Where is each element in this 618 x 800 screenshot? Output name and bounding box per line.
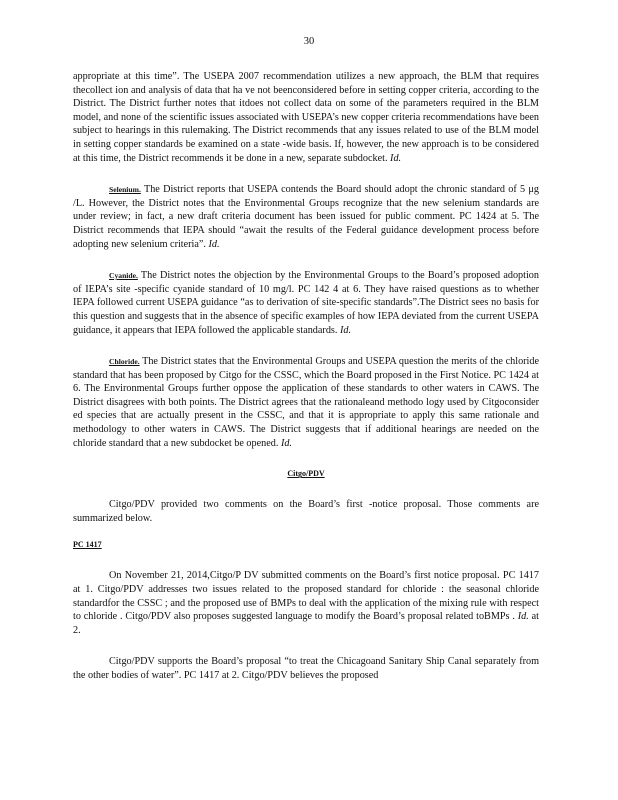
citation-page: at 2.	[73, 611, 540, 636]
citation: Id.	[390, 152, 402, 164]
paragraph-text: On November 21, 2014,Citgo/P DV submitted comments on the Board’s first notice proposal. PC 1417 at 1. Citgo/PDV addresses two issues related to the proposed standard for chloride : the seasonal chloride standardfor the CSSC ; and the proposed use of BMPs to deal with the application of the mixing rule with respect to chloride . Citgo/PDV also proposes suggested language to modify the Board’s proposal related toBMPs .	[73, 570, 539, 623]
citation: Id.	[339, 324, 352, 336]
paragraph-text: The District states that the Environmental Groups and USEPA question the merits of the chloride standard that has been proposed by Citgo for the CSSC, which the Board proposed in the First Notice. PC 1424 at 6. The Environmental Groups further oppose the application of these standards to other waters in CAWS. The District disagrees with both points. The District agrees that the rationaleand methodo logy used by Citgoconsider ed species that are actually present in the CSSC, and that it is appropriate to apply this same rationale and methodology to other waters in CAWS. The District suggests that if additional hearings are needed on the chloride standard that a new subdocket be opened.	[73, 356, 539, 449]
paragraph-pc1417-support: Citgo/PDV supports the Board’s proposal “to treat the Chicagoand Sanitary Ship Canal separately from the other bodies of water”. PC 1417 at 2. Citgo/PDV believes the proposed	[73, 656, 539, 681]
section-heading-citgo: Citgo/PDV	[287, 469, 325, 479]
citation: Id.	[517, 611, 529, 623]
paragraph-text: The District notes the objection by the Environmental Groups to the Board’s proposed adoption of IEPA’s site -specific cyanide standard of 10 mg/l. PC 142 4 at 6. They have raised questions as to whether IEPA followed current USEPA guidance “as to derivation of site-specific standards”.The District sees no basis for this question and suggests that in the absence of specific examples of how IEPA deviated from the current USEPA guidance, it appears that IEPA followed the applicable standards.	[73, 270, 539, 336]
chloride-heading: Chloride.	[109, 357, 140, 367]
paragraph-selenium	[73, 183, 539, 251]
citation: Id.	[280, 437, 292, 449]
citation: Id.	[208, 238, 220, 250]
paragraph-pc1417-summary	[73, 569, 539, 637]
selenium-heading: Selenium.	[109, 185, 141, 195]
paragraph-citgo-intro: Citgo/PDV provided two comments on the Board’s first -notice proposal. Those comments are summarized below.	[73, 499, 539, 524]
section-heading-pc1417: PC 1417	[73, 540, 102, 550]
paragraph-copper-continued	[73, 70, 539, 165]
paragraph-text: The District reports that USEPA contends the Board should adopt the chronic standard of 5 μg /L. However, the District notes that the Environmental Groups recognize that the new selenium standards are under review; in fact, a new draft criteria document has been issued for public comment. PC 1424 at 5. The District recommends that IEPA should “await the results of the Federal guidance development process before adopting new selenium criteria”.	[73, 184, 539, 250]
document-body	[73, 70, 539, 683]
page-number: 30	[303, 36, 315, 47]
cyanide-heading: Cyanide.	[109, 271, 138, 281]
paragraph-cyanide	[73, 269, 539, 337]
paragraph-chloride	[73, 355, 539, 450]
paragraph-text: appropriate at this time”. The USEPA 2007 recommendation utilizes a new approach, the BLM that requires thecollect ion and analysis of data that ha ve not beenconsidered before in setting copper criteria, according to the District. The District further notes that itdoes not collect data on some of the parameters required in the BLM model, and none of the scientific issues associated with USEPA’s new copper criteria recommendations have been subject to hearings in this rulemaking. The District recommends that any issues related to use of the BLM model in setting copper standards be examined on a state -wide basis. If, however, the new approach is to be considered at this time, the District recommends it be done in a new, separate subdocket.	[73, 71, 539, 164]
